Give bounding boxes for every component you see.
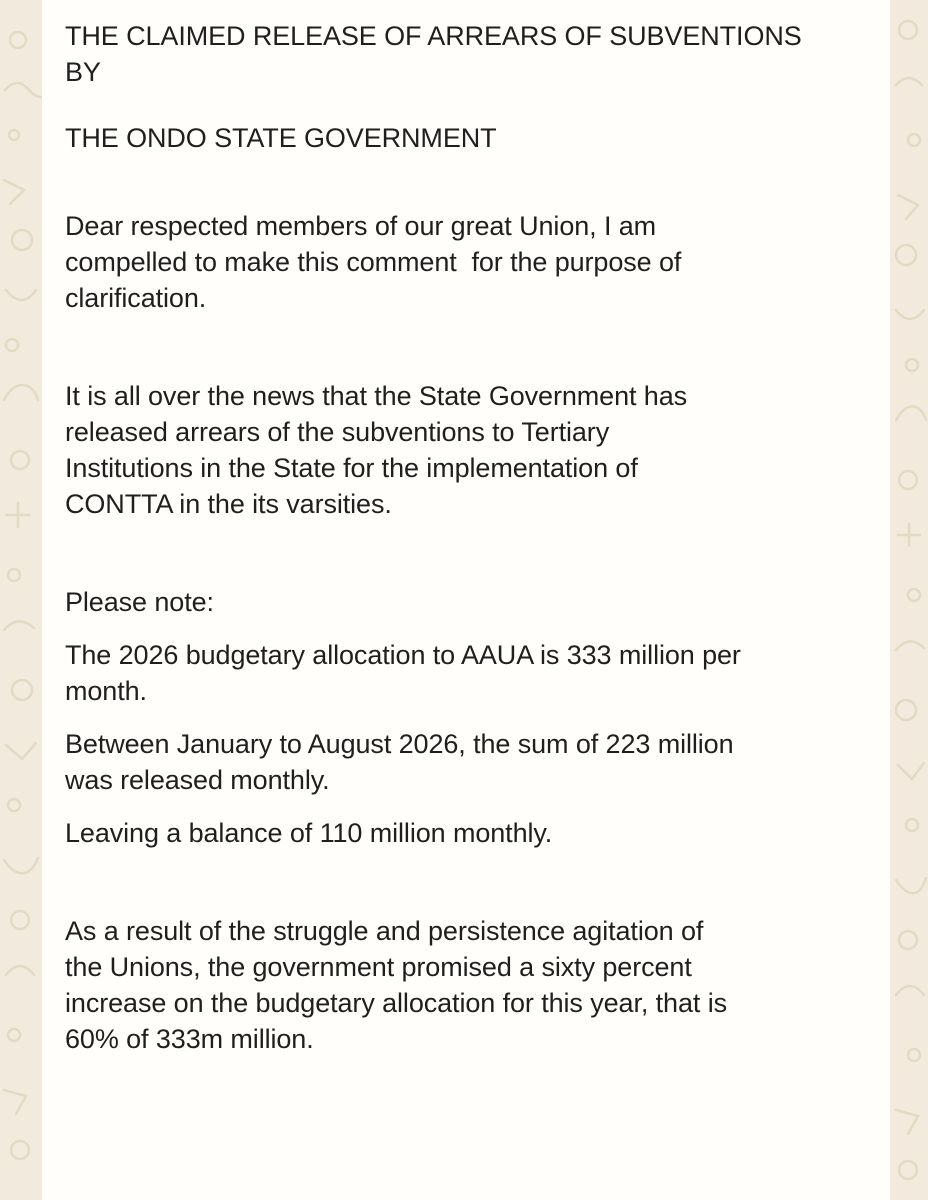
message-paragraph-allocation: The 2026 budgetary allocation to AAUA is 333 million per month. <box>65 640 741 706</box>
message-heading-line-2: THE ONDO STATE GOVERNMENT <box>65 123 497 153</box>
message-paragraph-greeting: Dear respected members of our great Union, I am compelled to make this comment for the purpose of clarification. <box>65 211 682 313</box>
message-paragraph-release: Between January to August 2026, the sum of 223 million was released monthly. <box>65 729 734 795</box>
message-paragraph-balance: Leaving a balance of 110 million monthly. <box>65 818 553 848</box>
message-paragraph-note: Please note: <box>65 587 214 617</box>
message-heading-line-1: THE CLAIMED RELEASE OF ARREARS OF SUBVENTIONS BY <box>65 21 802 87</box>
message-paragraph-result: As a result of the struggle and persistence agitation of the Unions, the government promised a sixty percent increase on the budgetary allocation for this year, that is 60% of 333m million. <box>65 916 727 1054</box>
message-bubble <box>42 0 890 1200</box>
message-paragraph-news: It is all over the news that the State Government has released arrears of the subventions to Tertiary Institutions in the State for the implementation of CONTTA in the its varsities. <box>65 381 688 519</box>
